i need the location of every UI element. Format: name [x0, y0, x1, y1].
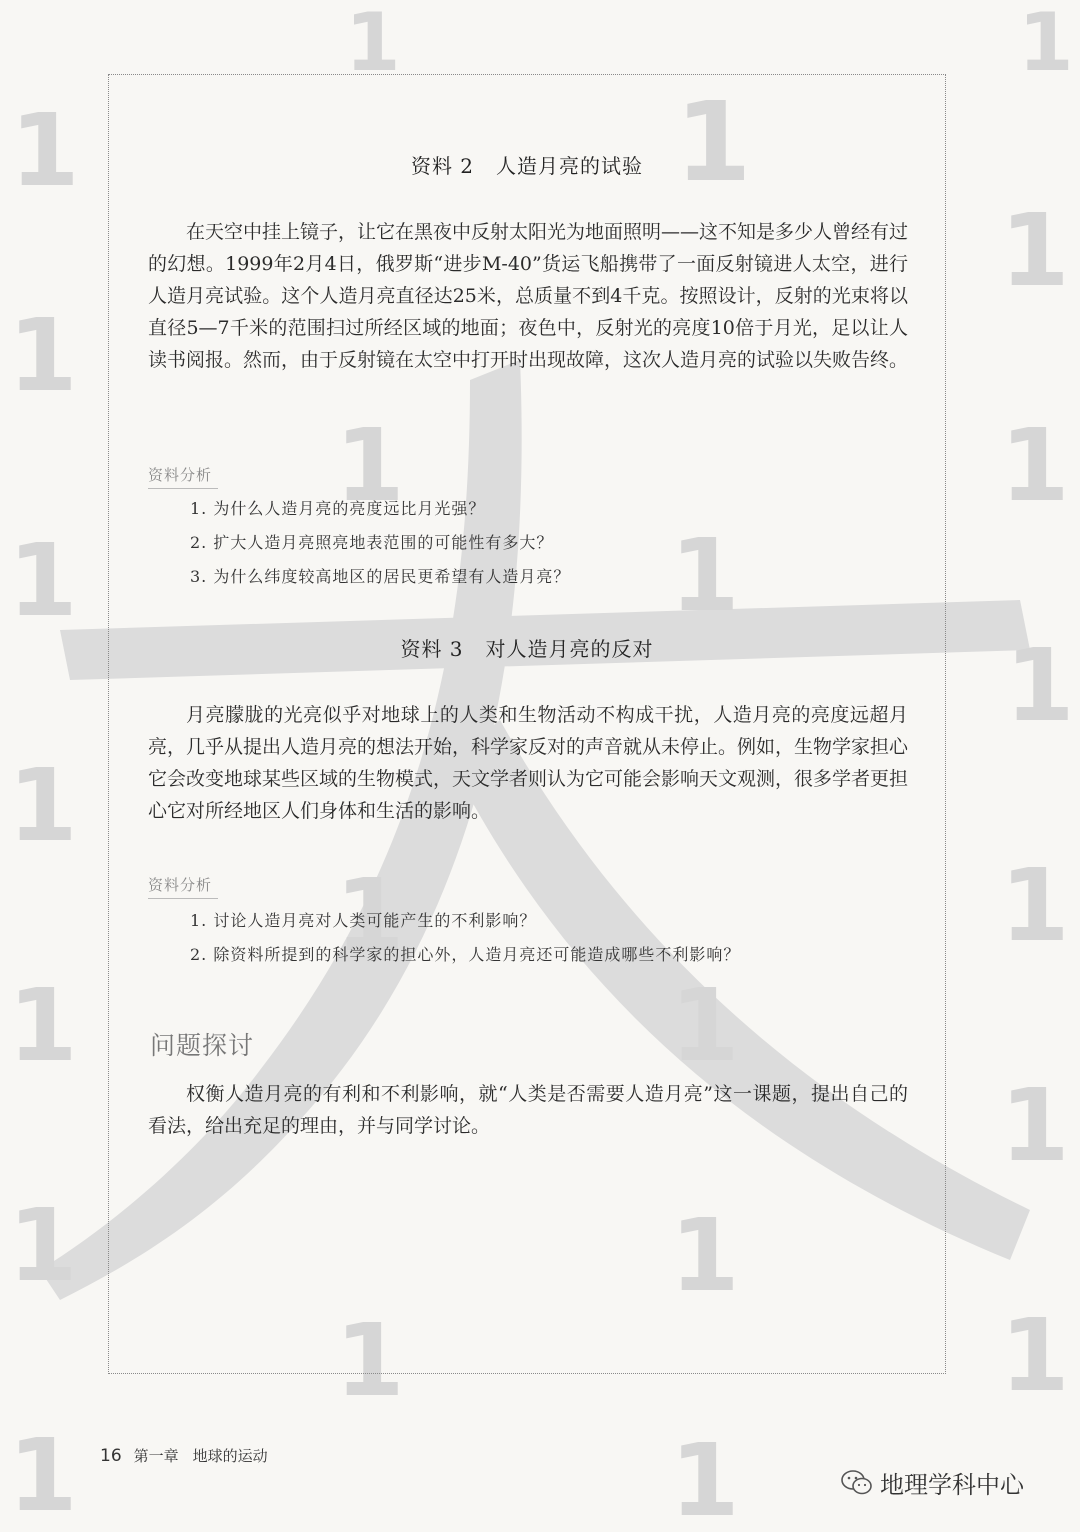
chapter-number: 第一章 — [133, 1447, 179, 1465]
discussion-heading: 问题探讨 — [150, 1031, 255, 1060]
list-item: 2. 扩大人造月亮照亮地表范围的可能性有多大？ — [190, 533, 554, 552]
discussion-paragraph: 权衡人造月亮的有利和不利影响，就“人类是否需要人造月亮”这一课题，提出自己的看法，给出充足的理由，并与同学讨论。 — [148, 1083, 908, 1137]
resource2-title — [108, 150, 946, 179]
list-item: 2. 除资料所提到的科学家的担心外，人造月亮还可能造成哪些不利影响？ — [190, 945, 741, 964]
brand-name: 地理学科中心 — [880, 1471, 1024, 1499]
resource2-question-list — [190, 492, 570, 594]
resource2-paragraph: 在天空中挂上镜子，让它在黑夜中反射太阳光为地面照明——这不知是多少人曾经有过的幻想。1999年2月4日，俄罗斯“进步M-40”货运飞船携带了一面反射镜进人太空，进行人造月亮试验。这个人造月亮直径达25米，总质量不到4千克。按照设计，反射的光束将以直径5—7千米的范围扫过所经区域的地面；夜色中，反射光的亮度10倍于月光，足以让人读书阅报。然而，由于反射镜在太空中打开时出现故障，这次人造月亮的试验以失败告终。 — [148, 221, 909, 371]
svg-text:1: 1 — [1005, 627, 1075, 744]
resource2-analysis-label: 资料分析 — [148, 466, 213, 484]
page-footer — [100, 1445, 268, 1466]
list-item: 1. 为什么人造月亮的亮度远比月光强？ — [190, 499, 486, 518]
resource3-analysis-label: 资料分析 — [148, 876, 213, 894]
svg-text:1: 1 — [670, 517, 740, 634]
page-number: 16 — [100, 1446, 122, 1466]
svg-text:1: 1 — [1000, 1297, 1070, 1414]
list-item: 1. 讨论人造月亮对人类可能产生的不利影响？ — [190, 911, 537, 930]
svg-text:1: 1 — [8, 297, 78, 414]
svg-text:1: 1 — [8, 747, 78, 864]
svg-text:1: 1 — [335, 857, 405, 974]
svg-text:1: 1 — [335, 1302, 405, 1419]
resource3-paragraph: 月亮朦胧的光亮似乎对地球上的人类和生物活动不构成干扰，人造月亮的亮度远超月亮，几乎从提出人造月亮的想法开始，科学家反对的声音就从未停止。例如，生物学家担心它会改变地球某些区域的生物模式，天文学者则认为它可能会影响天文观测，很多学者更担心它对所经地区人们身体和生活的影响。 — [148, 704, 909, 822]
svg-text:1: 1 — [1000, 1067, 1070, 1184]
svg-text:1: 1 — [335, 407, 405, 524]
svg-text:1: 1 — [1000, 192, 1070, 309]
svg-text:1: 1 — [1018, 0, 1074, 89]
svg-text:1: 1 — [10, 92, 80, 209]
svg-text:1: 1 — [675, 78, 752, 206]
svg-text:1: 1 — [8, 1187, 78, 1304]
resource3-title — [108, 633, 946, 662]
svg-text:1: 1 — [1000, 407, 1070, 524]
svg-text:1: 1 — [670, 967, 740, 1084]
resource2-title-text: 人造月亮的试验 — [496, 154, 644, 178]
svg-text:1: 1 — [8, 1417, 78, 1532]
svg-text:1: 1 — [670, 1197, 740, 1314]
svg-text:1: 1 — [345, 0, 401, 89]
wechat-icon — [840, 1469, 874, 1497]
svg-text:1: 1 — [8, 967, 78, 1084]
svg-text:1: 1 — [1000, 847, 1070, 964]
brand-badge — [840, 1465, 1024, 1500]
resource3-title-number: 资料 3 — [400, 637, 464, 661]
resource2-title-number: 资料 2 — [410, 154, 475, 178]
resource3-title-text: 对人造月亮的反对 — [485, 637, 654, 661]
chapter-title: 地球的运动 — [192, 1447, 268, 1465]
svg-text:1: 1 — [8, 522, 78, 639]
svg-text:1: 1 — [670, 1422, 740, 1532]
resource3-question-list — [190, 904, 740, 972]
list-item: 3. 为什么纬度较高地区的居民更希望有人造月亮？ — [190, 567, 571, 586]
